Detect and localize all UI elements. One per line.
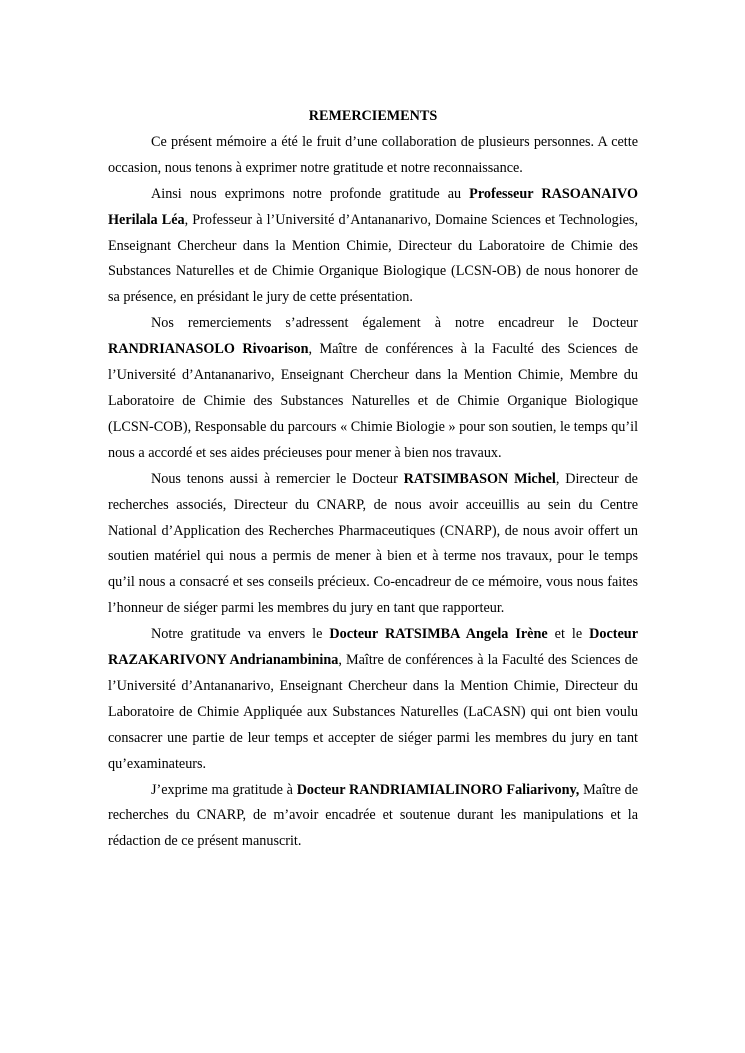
paragraph-text: , Maître de conférences à la Faculté des Sciences de l’Université d’Antananarivo, Enseignant Chercheur dans la Mention Chimie, Directeur du Laboratoire de Chimie Appliquée aux Substances Naturelles (LaCASN) qui ont bien voulu consacrer une partie de leur temps et accepter de siéger parmi les membres du jury en tant qu’examinateurs. [108, 652, 638, 772]
bold-name: RATSIMBASON Michel [403, 470, 556, 487]
paragraph-text: , Maître de conférences à la Faculté des Sciences de l’Université d’Antananarivo, Enseignant Chercheur dans la Mention Chimie, Membre du Laboratoire de Chimie des Substances Naturelles et de Chimie Organique Biologique (LCSN-COB), Responsable du parcours « Chimie Biologie » pour son soutien, le temps qu’il nous a accordé et ses aides précieuses pour mener à bien nos travaux. [108, 341, 639, 461]
paragraph-encadrante [108, 778, 638, 856]
paragraph-text: Notre gratitude va envers le [151, 626, 330, 643]
bold-name: Docteur RANDRIAMIALINORO Faliarivony, [296, 781, 580, 798]
paragraph-text: J’exprime ma gratitude à [151, 781, 297, 798]
document-page [108, 104, 638, 855]
paragraph-text: Ce présent mémoire a été le fruit d’une collaboration de plusieurs personnes. A cette occasion, nous tenons à exprimer notre gratitude et notre reconnaissance. [108, 133, 638, 176]
paragraph-text: Maître de recherches du CNARP, de m’avoir encadrée et soutenue durant les manipulations et la rédaction de ce présent manuscrit. [108, 781, 638, 850]
page-title: REMERCIEMENTS [308, 108, 438, 124]
paragraph-text: , Directeur de recherches associés, Directeur du CNARP, de nous avoir acceuillis au sein du Centre National d’Application des Recherches Pharmaceutiques (CNARP), de nous avoir offert un soutien matériel qui nous a permis de mener à bien et à terme nos travaux, pour le temps qu’il nous a consacré et ses conseils précieux. Co-encadreur de ce mémoire, vous nous faites l’honneur de siéger parmi les membres du jury en tant que rapporteur. [108, 470, 638, 617]
paragraph-text: et le [547, 626, 590, 643]
paragraph-text: , Professeur à l’Université d’Antananarivo, Domaine Sciences et Technologies, Enseignant Chercheur dans la Mention Chimie, Directeur du Laboratoire de Chimie des Substances Naturelles et de Chimie Organique Biologique (LCSN-OB) de nous honorer de sa présence, en présidant le jury de cette présentation. [108, 211, 639, 306]
paragraph-text: Ainsi nous exprimons notre profonde gratitude au [151, 185, 470, 202]
paragraph-encadreur [108, 311, 638, 466]
paragraph-rapporteur [108, 467, 638, 622]
bold-name: Docteur RATSIMBA Angela Irène [329, 626, 548, 643]
bold-name: Docteur RAZAKARIVONY Andrianambinina [108, 626, 638, 669]
bold-name: Professeur RASOANAIVO Herilala Léa [108, 185, 639, 228]
paragraph-president [108, 182, 638, 312]
paragraph-examinateurs [108, 622, 638, 777]
paragraph-intro [108, 130, 638, 182]
paragraph-text: Nos remerciements s’adressent également à notre encadreur le Docteur [151, 315, 638, 332]
bold-name: RANDRIANASOLO Rivoarison [108, 341, 309, 358]
paragraph-text: Nous tenons aussi à remercier le Docteur [151, 470, 404, 487]
